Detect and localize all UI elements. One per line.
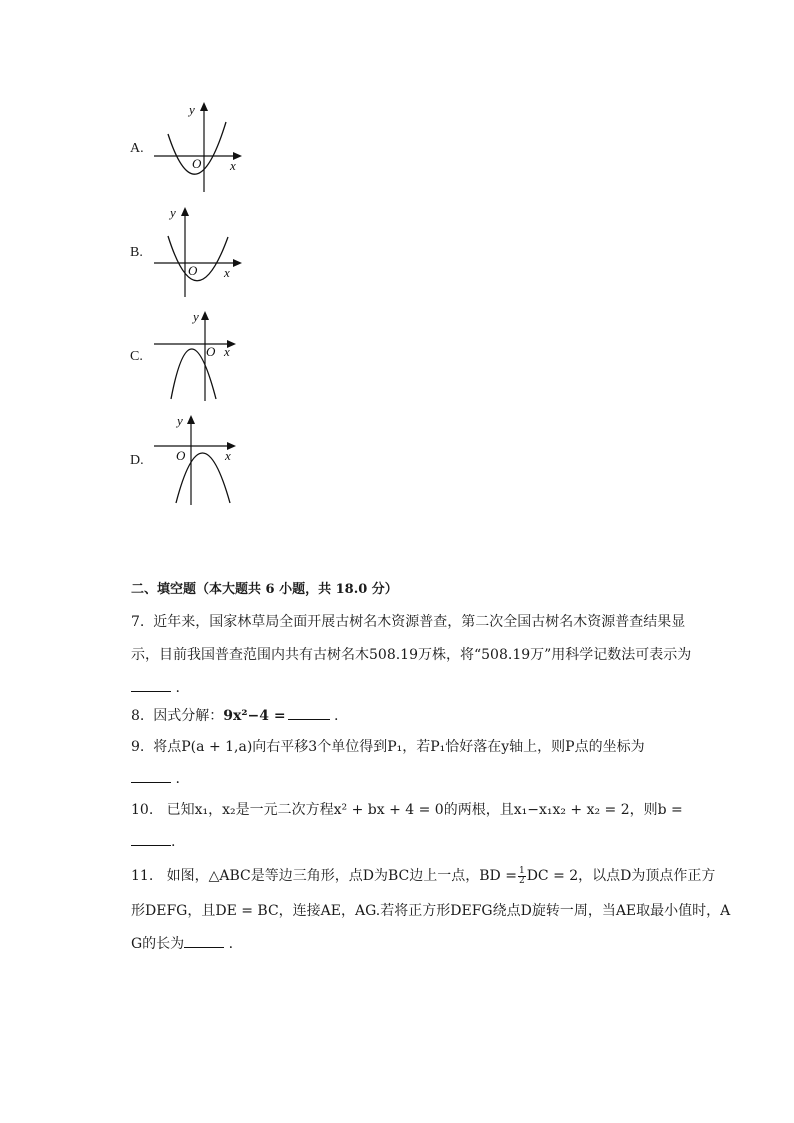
end-mark: . bbox=[175, 680, 180, 696]
option-c-label[interactable]: C. bbox=[130, 349, 143, 364]
question-number: 10. bbox=[131, 802, 154, 818]
answer-blank[interactable] bbox=[131, 832, 171, 846]
question-number: 9. bbox=[131, 739, 145, 755]
x-axis-label: x bbox=[230, 158, 236, 173]
end-mark: . bbox=[175, 771, 180, 787]
parabola-curve bbox=[168, 236, 228, 281]
end-mark: . bbox=[171, 834, 176, 850]
question-11-line-3 bbox=[131, 934, 233, 954]
y-axis-label: y bbox=[170, 205, 176, 220]
x-axis-arrow-icon bbox=[233, 259, 242, 267]
question-text: DC = 2，以点D为顶点作正方 bbox=[526, 868, 716, 884]
y-axis-label: y bbox=[189, 102, 195, 117]
question-number: 7. bbox=[131, 614, 145, 630]
origin-label: O bbox=[192, 156, 202, 171]
x-axis-label: x bbox=[224, 265, 230, 280]
fraction bbox=[518, 867, 526, 886]
question-text: 因式分解： bbox=[153, 708, 224, 724]
question-8 bbox=[131, 706, 338, 726]
option-b-label[interactable]: B. bbox=[130, 245, 143, 260]
answer-blank[interactable] bbox=[184, 934, 224, 948]
x-axis-label: x bbox=[225, 448, 231, 463]
y-axis-arrow-icon bbox=[181, 207, 189, 216]
y-axis-arrow-icon bbox=[200, 102, 208, 111]
origin-label: O bbox=[188, 263, 198, 278]
option-b-graph[interactable] bbox=[150, 203, 250, 301]
option-d-graph[interactable] bbox=[150, 411, 250, 509]
option-c-graph[interactable] bbox=[150, 307, 250, 405]
option-a-label[interactable]: A. bbox=[130, 141, 144, 156]
origin-label: O bbox=[206, 344, 216, 359]
question-number: 8. bbox=[131, 708, 145, 724]
math-expression: 9x²−4 = bbox=[223, 708, 286, 724]
end-mark: . bbox=[334, 708, 339, 724]
question-11-line-1 bbox=[131, 866, 715, 886]
fraction-numerator: 1 bbox=[518, 865, 525, 876]
question-10-line-2 bbox=[131, 832, 175, 852]
answer-blank[interactable] bbox=[131, 769, 171, 783]
question-text: 已知x₁，x₂是一元二次方程x² + bx + 4 = 0的两根，且x₁−x₁x₂ + x₂ = 2，则b = bbox=[166, 802, 683, 818]
y-axis-arrow-icon bbox=[201, 311, 209, 320]
end-mark: . bbox=[228, 936, 234, 952]
y-axis-label: y bbox=[177, 413, 183, 428]
question-text: 将点P(a + 1,a)向右平移3个单位得到P₁，若P₁恰好落在y轴上，则P点的坐标为 bbox=[153, 739, 645, 755]
question-number: 11. bbox=[131, 868, 154, 884]
y-axis-label: y bbox=[193, 309, 199, 324]
y-axis-arrow-icon bbox=[187, 415, 195, 424]
answer-blank[interactable] bbox=[131, 678, 171, 692]
question-text: G的长为 bbox=[131, 936, 185, 952]
question-7-line-1 bbox=[131, 612, 685, 632]
origin-label: O bbox=[176, 448, 186, 463]
x-axis-label: x bbox=[224, 344, 230, 359]
question-9-line-1 bbox=[131, 737, 645, 757]
question-9-line-2 bbox=[131, 769, 180, 789]
question-10-line-1 bbox=[131, 800, 683, 820]
question-7-line-2: 示，目前我国普查范围内共有古树名木508.19万株，将“508.19万”用科学记数法可表示为 bbox=[131, 647, 692, 663]
fraction-denominator: 2 bbox=[518, 875, 525, 886]
option-a-graph[interactable] bbox=[150, 98, 250, 196]
question-11-line-2: 形DEFG，且DE = BC，连接AE，AG.若将正方形DEFG绕点D旋转一周，当AE取最小值时，A bbox=[131, 903, 731, 919]
question-7-line-3 bbox=[131, 678, 180, 698]
option-d-label[interactable]: D. bbox=[130, 453, 144, 468]
question-text: 如图，△ABC是等边三角形，点D为BC边上一点，BD = bbox=[166, 868, 517, 884]
answer-blank[interactable] bbox=[288, 706, 330, 720]
section-title: 二、填空题（本大题共 6 小题，共 18.0 分） bbox=[131, 582, 398, 597]
question-text: 近年来，国家林草局全面开展古树名木资源普查，第二次全国古树名木资源普查结果显 bbox=[153, 614, 686, 630]
